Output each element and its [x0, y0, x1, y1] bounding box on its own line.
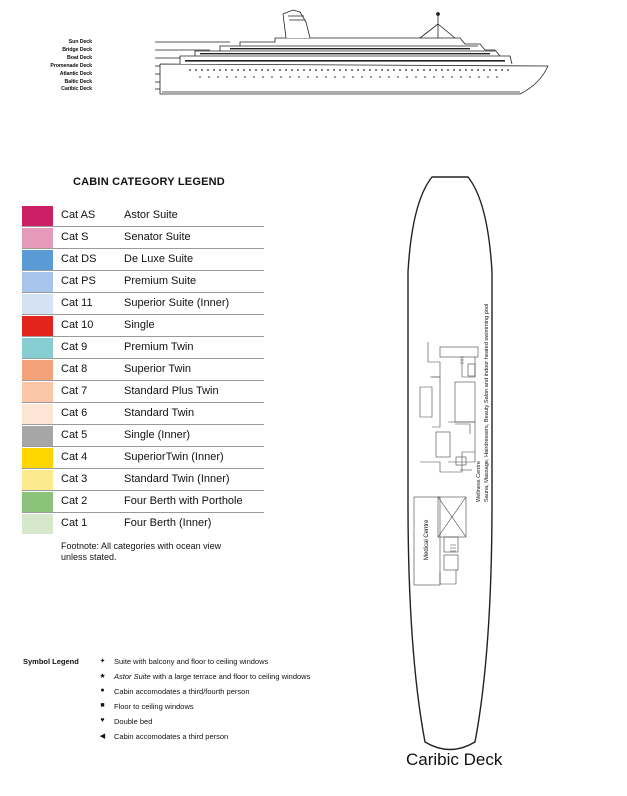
- color-swatch: [22, 448, 53, 468]
- symbol-item: [98, 687, 398, 702]
- wellness-label-2: Sauna, Massage, Hairdressers, Beauty Salon and indoor heated swimming pool: [484, 303, 490, 502]
- porthole: [261, 69, 263, 71]
- porthole: [201, 69, 203, 71]
- category-description: Superior Twin: [124, 363, 192, 375]
- porthole: [255, 69, 257, 71]
- porthole: [321, 69, 323, 71]
- color-swatch: [22, 316, 53, 336]
- porthole: [388, 76, 390, 78]
- porthole: [375, 69, 377, 71]
- porthole: [363, 69, 365, 71]
- legend-table: [22, 206, 264, 535]
- porthole: [460, 76, 462, 78]
- deck-label-baltic: Baltic Deck: [64, 79, 92, 85]
- legend-row: [22, 272, 264, 293]
- square-icon: ■: [100, 702, 105, 709]
- symbol-item: [98, 702, 398, 717]
- porthole: [361, 76, 363, 78]
- star-icon: ★: [99, 673, 106, 680]
- porthole: [465, 69, 467, 71]
- porthole: [405, 69, 407, 71]
- porthole: [489, 69, 491, 71]
- porthole: [442, 76, 444, 78]
- porthole: [459, 69, 461, 71]
- porthole: [253, 76, 255, 78]
- porthole: [231, 69, 233, 71]
- legend-row: [22, 250, 264, 271]
- deck-label-bridge: Bridge Deck: [62, 47, 92, 53]
- color-swatch: [22, 294, 53, 314]
- porthole: [415, 76, 417, 78]
- category-description: Senator Suite: [124, 231, 191, 243]
- color-swatch: [22, 404, 53, 424]
- legend-row: [22, 514, 264, 534]
- porthole: [495, 69, 497, 71]
- porthole: [451, 76, 453, 78]
- symbol-description: [114, 672, 310, 681]
- porthole: [213, 69, 215, 71]
- porthole: [433, 76, 435, 78]
- category-description: Standard Plus Twin: [124, 385, 219, 397]
- porthole: [309, 69, 311, 71]
- deck-label-atlantic: Atlantic Deck: [59, 71, 92, 77]
- dot-icon: ●: [100, 687, 105, 694]
- symbol-item: [98, 717, 398, 732]
- symbol-item: [98, 657, 398, 672]
- category-code: Cat 9: [61, 341, 88, 353]
- category-code: Cat 5: [61, 429, 88, 441]
- porthole: [507, 69, 509, 71]
- porthole: [441, 69, 443, 71]
- porthole: [249, 69, 251, 71]
- category-code: Cat 10: [61, 319, 94, 331]
- category-code: Cat 2: [61, 495, 88, 507]
- porthole: [195, 69, 197, 71]
- footnote: Footnote: All categories with ocean view unless stated.: [61, 541, 222, 562]
- category-code: Cat 11: [61, 297, 93, 309]
- deck-label-sun: Sun Deck: [68, 39, 92, 45]
- color-swatch: [22, 470, 53, 490]
- porthole: [447, 69, 449, 71]
- category-description: Single: [124, 319, 155, 331]
- porthole: [393, 69, 395, 71]
- four-point-star-icon: ✦: [99, 658, 106, 665]
- color-swatch: [22, 426, 53, 446]
- category-description: De Luxe Suite: [124, 253, 194, 265]
- category-code: Cat AS: [61, 209, 96, 221]
- legend-row: [22, 316, 264, 337]
- porthole: [267, 69, 269, 71]
- porthole: [343, 76, 345, 78]
- symbol-list: [98, 657, 398, 747]
- porthole: [285, 69, 287, 71]
- porthole: [453, 69, 455, 71]
- deck-plan-drawing: [400, 172, 500, 752]
- category-code: Cat 4: [61, 451, 88, 463]
- porthole: [271, 76, 273, 78]
- porthole: [217, 76, 219, 78]
- category-description: Standard Twin: [124, 407, 195, 419]
- category-description: Superior Suite (Inner): [124, 297, 230, 309]
- porthole: [477, 69, 479, 71]
- porthole: [357, 69, 359, 71]
- symbol-item: [98, 732, 398, 747]
- legend-row: [22, 426, 264, 447]
- porthole: [280, 76, 282, 78]
- porthole: [307, 76, 309, 78]
- legend-row: [22, 294, 264, 315]
- porthole: [225, 69, 227, 71]
- porthole: [369, 69, 371, 71]
- porthole: [417, 69, 419, 71]
- color-swatch: [22, 360, 53, 380]
- category-description: Standard Twin (Inner): [124, 473, 230, 485]
- porthole: [237, 69, 239, 71]
- porthole: [325, 76, 327, 78]
- color-swatch: [22, 272, 53, 292]
- porthole: [379, 76, 381, 78]
- category-code: Cat PS: [61, 275, 96, 287]
- category-description: Four Berth with Porthole: [124, 495, 243, 507]
- porthole: [327, 69, 329, 71]
- porthole: [411, 69, 413, 71]
- porthole: [487, 76, 489, 78]
- color-swatch: [22, 206, 53, 226]
- porthole: [471, 69, 473, 71]
- deck-label-boat: Boat Deck: [66, 55, 92, 61]
- ship-profile: [50, 4, 560, 104]
- porthole: [298, 76, 300, 78]
- symbol-description: Cabin accomodates a third person: [114, 732, 229, 741]
- porthole: [199, 76, 201, 78]
- symbol-description: Floor to ceiling windows: [114, 702, 194, 711]
- category-code: Cat 3: [61, 473, 88, 485]
- porthole: [219, 69, 221, 71]
- porthole: [303, 69, 305, 71]
- category-code: Cat DS: [61, 253, 97, 265]
- porthole: [381, 69, 383, 71]
- porthole: [315, 69, 317, 71]
- porthole: [478, 76, 480, 78]
- category-description: Astor Suite: [124, 209, 178, 221]
- porthole: [262, 76, 264, 78]
- porthole: [435, 69, 437, 71]
- porthole: [297, 69, 299, 71]
- color-swatch: [22, 382, 53, 402]
- porthole: [501, 69, 503, 71]
- symbol-description: Suite with balcony and floor to ceiling windows: [114, 657, 269, 666]
- heart-icon: ♥: [100, 717, 105, 724]
- porthole: [291, 69, 293, 71]
- color-swatch: [22, 250, 53, 270]
- porthole: [352, 76, 354, 78]
- porthole: [316, 76, 318, 78]
- porthole: [289, 76, 291, 78]
- triangle-left-icon: ◀: [99, 733, 106, 740]
- category-description: Premium Twin: [124, 341, 194, 353]
- porthole: [424, 76, 426, 78]
- porthole: [387, 69, 389, 71]
- legend-row: [22, 492, 264, 513]
- category-code: Cat 1: [61, 517, 88, 529]
- color-swatch: [22, 514, 53, 534]
- symbol-description-italic: Astor Suite: [114, 672, 151, 681]
- legend-row: [22, 382, 264, 403]
- porthole: [406, 76, 408, 78]
- color-swatch: [22, 492, 53, 512]
- porthole: [483, 69, 485, 71]
- porthole: [339, 69, 341, 71]
- porthole: [469, 76, 471, 78]
- deck-label-promenade: Promenade Deck: [50, 63, 92, 69]
- porthole: [399, 69, 401, 71]
- medical-label: Medical Centre: [424, 519, 430, 560]
- deck-name: Caribic Deck: [406, 750, 503, 769]
- porthole: [279, 69, 281, 71]
- color-swatch: [22, 338, 53, 358]
- legend-row: [22, 360, 264, 381]
- category-description: SuperiorTwin (Inner): [124, 451, 224, 463]
- porthole: [429, 69, 431, 71]
- category-code: Cat 8: [61, 363, 88, 375]
- symbol-description: Cabin accomodates a third/fourth person: [114, 687, 250, 696]
- porthole: [273, 69, 275, 71]
- porthole: [496, 76, 498, 78]
- category-description: Four Berth (Inner): [124, 517, 212, 529]
- porthole: [334, 76, 336, 78]
- legend-row: [22, 228, 264, 249]
- porthole: [208, 76, 210, 78]
- category-code: Cat S: [61, 231, 89, 243]
- ship-side-drawing: [100, 4, 560, 104]
- legend-row: [22, 338, 264, 359]
- category-description: Premium Suite: [124, 275, 197, 287]
- porthole: [189, 69, 191, 71]
- category-description: Single (Inner): [124, 429, 191, 441]
- symbol-description-rest: with a large terrace and floor to ceiling windows: [150, 672, 311, 681]
- deck-label-caribic: Caribic Deck: [61, 86, 92, 92]
- porthole: [370, 76, 372, 78]
- porthole: [235, 76, 237, 78]
- porthole: [397, 76, 399, 78]
- porthole: [226, 76, 228, 78]
- legend-row: [22, 206, 264, 227]
- symbol-legend-title: Symbol Legend: [23, 657, 79, 666]
- porthole: [345, 69, 347, 71]
- legend-row: [22, 470, 264, 491]
- wellness-label-1: Wellness Centre: [476, 461, 482, 502]
- porthole: [207, 69, 209, 71]
- symbol-item: [98, 672, 398, 687]
- porthole: [243, 69, 245, 71]
- category-code: Cat 6: [61, 407, 88, 419]
- color-swatch: [22, 228, 53, 248]
- porthole: [333, 69, 335, 71]
- category-code: Cat 7: [61, 385, 88, 397]
- symbol-description: Double bed: [114, 717, 153, 726]
- porthole: [244, 76, 246, 78]
- legend-row: [22, 404, 264, 425]
- legend-row: [22, 448, 264, 469]
- legend-title: CABIN CATEGORY LEGEND: [73, 176, 225, 188]
- porthole: [423, 69, 425, 71]
- porthole: [351, 69, 353, 71]
